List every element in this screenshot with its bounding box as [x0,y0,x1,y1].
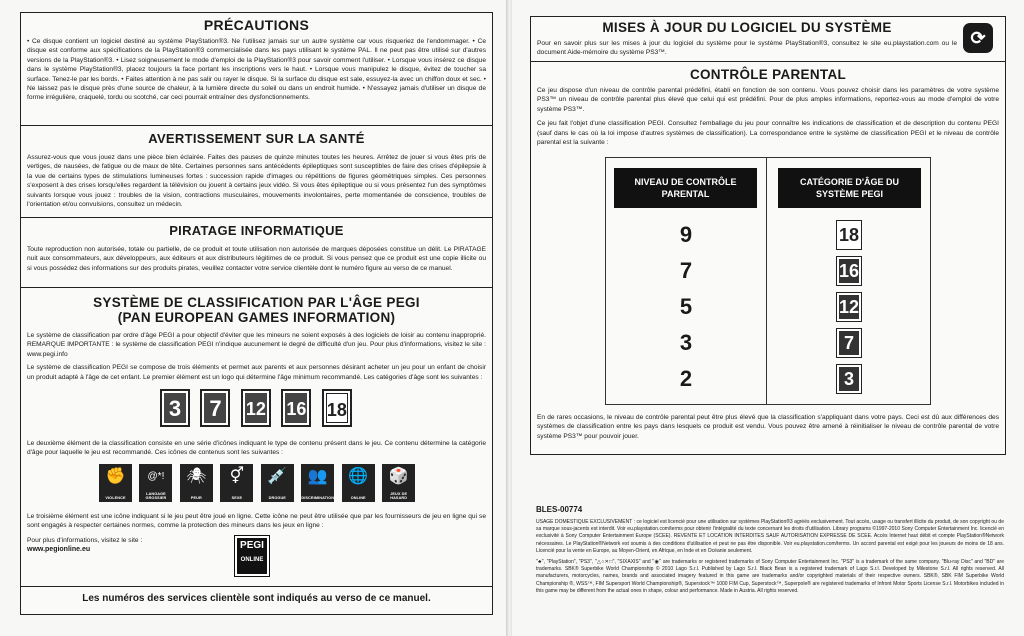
health-title: AVERTISSEMENT SUR LA SANTÉ [148,131,365,146]
right-frame [530,16,1006,455]
pegi-online-badge-top: PEGI [240,539,264,551]
parental-note [537,413,999,441]
pegi-more-info [27,536,486,576]
updates-section [537,20,957,58]
divider [21,125,492,126]
parental-level: 9 [679,222,693,247]
pegi-title-line2: (PAN EUROPEAN GAMES INFORMATION) [117,310,396,325]
parental-level: 7 [679,258,693,283]
pegi-online-badge-bottom: ONLINE [240,556,264,563]
parental-level: 5 [679,294,693,319]
pegi-age-logo: 7 [200,389,230,427]
drugs-icon: 💉 DROGUE [261,464,294,502]
health-body: Assurez-vous que vous jouez dans une pièce bien éclairée. Faites des pauses de quinze minutes toutes les heures. Arrêtez de jouer si vous êtes pris de vertiges, de nausées, de fatigue ou de maux de tête. Certaines personnes sans antécédents épileptiques sont susceptibles de faire des crises d'épilepsie à la vue de certains types de stimulations lumineuses fortes : succession rapide d'images ou répétitions de figures géométriques simples. Ces personnes s'exposent à des crises lorsqu'elles regardent la télévision ou jouent à certains jeux vidéo. Si vous êtes épileptique ou si vous présentez l'un des symptômes suivants lorsque vous jouez : troubles de la vision, contractions musculaires, mouvements involontaires, perte momentanée de conscience, troubles de l'orientation et/ou convulsions, consultez un médecin. [27,154,486,209]
col-header-pegi-line1: CATÉGORIE D'ÂGE DU [800,177,899,187]
gambling-icon: 🎲 JEUX DE HASARD [382,464,415,502]
updates-title: MISES À JOUR DU LOGICIEL DU SYSTÈME [602,20,892,35]
col-header-parental-line2: PARENTAL [661,189,710,199]
legal-section [536,505,1004,595]
col-header-pegi [778,168,921,208]
left-page [0,0,508,636]
piracy-title: PIRATAGE INFORMATIQUE [169,223,344,238]
pegi-age-logo: 12 [241,389,271,427]
left-frame [20,12,493,615]
pegi-intro [27,331,486,359]
divider [531,61,1005,62]
precautions-title: PRÉCAUTIONS [203,17,310,33]
right-page [512,0,1024,636]
parental-p2: Ce jeu fait l'objet d'une classification PEGI. Consultez l'emballage du jeu pour connaître les indications de classification et de description du contenu PEGI (sauf dans le cas où la loi impose d'autres systèmes de classification). La correspondance entre le système de classification PEGI et le niveau de contrôle parental est la suivante : [537,120,999,147]
left-footer: Les numéros des services clientèle sont indiqués au verso de ce manuel. [82,593,431,604]
updates-body: Pour en savoir plus sur les mises à jour du logiciel du système pour le système PlayStation®3, consultez le site eu.playstation.com ou le document Aide-mémoire du système PS3™. [537,40,957,57]
precautions-body: • Ce disque contient un logiciel destiné au système PlayStation®3. Ne l'utilisez jamais sur un autre système car vous risqueriez de l'endommager. • Ce disque est conforme aux spécifications de la PlayStation®3 commercialisée dans les pays utilisant le système PAL. Il ne peut pas être utilisé sur d'autres versions de la PlayStation®3. • Lisez soigneusement le mode d'emploi de la PlayStation®3 pour savoir comment l'utiliser. • Lorsque vous insérez ce disque dans le système PlayStation®3, placez toujours la face portant les inscriptions vers le haut. • Lorsque vous manipulez le disque, évitez de toucher sa surface. Tenez-le par les bords. • Faites attention à ne pas salir ou rayer le disque. Si la surface du disque est sale, essuyez-la avec un chiffon doux et sec. • Ne laissez pas le disque près d'une source de chaleur, à la lumière directe du soleil ou dans un endroit humide. • N'essayez jamais d'utiliser un disque de forme irrégulière, craquelé, tordu ou scotché, car ceci pourrait entraîner des dysfonctionnements. [27,38,486,102]
divider [21,287,492,288]
col-divider [766,158,767,404]
online-icon: 🌐 ONLINE [342,464,375,502]
divider [21,217,492,218]
parental-section [537,67,999,147]
pegi-age-logo: 7 [836,328,862,358]
pegi-age-logo: 18 [322,389,352,427]
pegi-age-logo: 18 [836,220,862,250]
pegi-content-icons [99,464,486,504]
col-header-pegi-line2: SYSTÈME PEGI [815,189,884,199]
pegi-age-logo: 16 [836,256,862,286]
pegi-content-desc: Le deuxième élément de la classification consiste en une série d'icônes indiquant le type de contenu présent dans le jeu. Ce contenu détermine la catégorie d'âge pour laquelle le jeu est recommandé. Ces icônes de contenus sont les suivantes : [27,440,486,457]
col-header-parental [614,168,757,208]
fear-icon: 🕷 PEUR [180,464,213,502]
pegi-age-logos [160,389,486,429]
pegi-online-desc: Le troisième élément est une icône indiquant si le jeu peut être joué en ligne. Cette icône ne peut être utilisée que par les fournisseurs de jeu en ligne qui se sont engagés à respecter certaines normes, comme la protection des mineurs dans les jeux en ligne : [27,512,486,530]
pegi-age-logo: 12 [836,292,862,322]
legal-p2: "♣", "PlayStation", "PS3", "△○✕□", "SIXAXIS" and "◉" are trademarks or registered trademarks of Sony Computer Entertainment Inc. "PS3" is a trademark of the same company. "Blu-ray Disc" and "BD" are trademarks. SBK® Superbike World Championship © 2010 Lago S.r.l. Published by Lago S.r.l. Black Bean is a registered trademark of Lago S.r.l. Developed by Milestone S.r.l. All rights reserved. All manufacturers, motorcycles, names, brands and associated imagery featured in this game are trademarks and/or copyrighted materials of their respective owners. SBK®, SBK FIM Superbike World Championship ®, WSS™, FIM Supersport World Championship®, Superstock™ 1000 FIM Cup, Superstock™, Superpole® are registered trademarks of Infront Motor Sports License S.r.l. Motorbikes included in this game may be different from the actual ones in shape, colour and performance. Made in Austria. All rights reserved. [536,559,1004,594]
parental-level: 2 [679,366,693,391]
pegi-online-badge [235,536,269,576]
piracy-section [27,223,486,273]
col-header-parental-line1: NIVEAU DE CONTRÔLE [634,177,737,187]
bad-language-icon: @*! LANGAGE GROSSIER [139,464,172,502]
health-section [27,131,486,209]
pegi-online-url[interactable]: www.pegionline.eu [27,546,91,554]
violence-icon: ✊ VIOLENCE [99,464,132,502]
discrimination-icon: 👥 DISCRIMINATION [301,464,334,502]
pegi-more-info-label: Pour plus d'informations, visitez le site : [27,536,143,544]
divider [21,586,492,587]
update-icon: ⟳ [963,23,993,53]
pegi-age-logo: 3 [836,364,862,394]
pegi-title-line1: SYSTÈME DE CLASSIFICATION PAR L'ÂGE PEGI [93,295,420,310]
sex-icon: ⚥ SEXE [220,464,253,502]
pegi-intro-text: Le système de classification par ordre d'âge PEGI a pour objectif d'éviter que les mineurs ne soient exposés à des logiciels de loisir au contenu inapproprié. REMARQUE IMPORTANTE : le système de classification PEGI n'indique aucunement le degré de difficulté d'un jeu. Pour plus d'informations, visitez le site : www.pegi.info [27,332,486,358]
pegi-section [27,295,486,576]
parental-p3: En de rares occasions, le niveau de contrôle parental peut être plus élevé que la classification s'appliquant dans votre pays. Ceci est dû aux différences des systèmes de classification entre les pays dans lesquels ce produit est vendu. Vous pouvez être amené à réinitialiser le niveau de contrôle parental de votre système PS3™ pour pouvoir jouer. [537,414,999,440]
parental-table [605,157,931,405]
product-code: BLES-00774 [536,505,583,514]
pegi-elements: Le système de classification PEGI se compose de trois éléments et permet aux parents et aux personnes désirant acheter un jeu pour un enfant de choisir un produit adapté à l'âge de cet enfant. Le premier élément est un logo qui détermine l'âge minimum recommandé. Les catégories d'âge sont les suivantes : [27,364,486,381]
parental-level: 3 [679,330,693,355]
pegi-age-logo: 16 [281,389,311,427]
pegi-age-logo: 3 [160,389,190,427]
precautions-section [27,17,486,103]
legal-p1: USAGE DOMESTIQUE EXCLUSIVEMENT : ce logiciel est licencié pour une utilisation sur systèmes PlayStation®3 agréés exclusivement. Tout accès, usage ou transfert illicite du produit, de son copyright ou de sa marque sous-jacents est interdit. Voir eu.playstation.com/terms pour obtenir l'intégralité du texte concernant les droits d'utilisation. Library programs ©1997-2010 Sony Computer Entertainment Inc. licencié en exclusivité à Sony Computer Entertainment Europe (SCEE). REVENTE ET LOCATION INTERDITES SAUF AUTORISATION EXPRESSE DE SCEE. Accès Internet haut débit et compte PlayStation®Network nécessaires. Le PlayStation®Network est soumis à des conditions d'utilisation et peut ne pas être disponible. Voir eu.playstation.com/terms. Un accord parental est exigé pour les joueurs de moins de 18 ans. Licencié pour la vente en Europe, au Moyen-Orient, en Afrique, en Inde et en Océanie seulement. [536,519,1004,554]
parental-title: CONTRÔLE PARENTAL [689,67,847,82]
piracy-body: Toute reproduction non autorisée, totale ou partielle, de ce produit et toute utilisation non autorisée de marques déposées constitue un délit. Le PIRATAGE nuit aux consommateurs, aux développeurs, aux éditeurs et aux distributeurs légitimes de ce produit. Si vous pensez que ce produit est une copie illicite ou si vous possédez des informations sur des produits pirates, veuillez contacter votre service clientèle dont le numéro figure au verso de ce manuel. [27,246,486,272]
parental-p1: Ce jeu dispose d'un niveau de contrôle parental prédéfini, établi en fonction de son contenu. Vous pouvez choisir dans les paramètres de votre système PS3™ un niveau de contrôle parental plus élevé que celui qui est prédéfini. Pour de plus amples informations, reportez-vous au mode d'emploi de votre système PS3™. [537,87,999,113]
